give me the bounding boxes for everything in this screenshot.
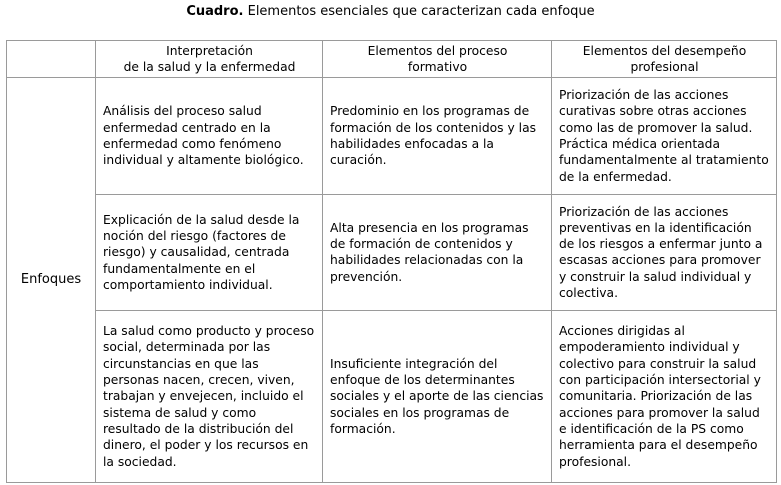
header-text: Elementos del proceso formativo (367, 43, 508, 75)
cell-text: Acciones dirigidas al empoderamiento individual y colectivo para construir la salud con participación intersectorial y comunitaria. Priorización de las acciones para promover la salud e identificación de la PS como herramienta para el desempeño profesional. (559, 324, 761, 469)
header-row (7, 41, 777, 78)
table-row (7, 311, 777, 483)
header-health-interpretation (96, 43, 322, 76)
header-text: Elementos del desempeño profesional (582, 43, 747, 75)
column-header (552, 41, 777, 78)
column-header (96, 41, 323, 78)
caption-title: Elementos esenciales que caracterizan cada enfoque (247, 4, 595, 19)
table-row (7, 78, 777, 194)
table-cell (96, 194, 323, 310)
table-cell (323, 311, 552, 483)
table-cell (96, 311, 323, 483)
table-cell (552, 194, 777, 310)
header-training-process (323, 43, 551, 76)
cell-text: La salud como producto y proceso social, determinada por las circunstancias en que las personas nacen, crecen, viven, trabajan y envejecen, incluido el sistema de salud y como resultado de la distribución del dinero, el poder y los recursos en la sociedad. (103, 324, 315, 469)
cell-text: Alta presencia en los programas de formación de contenidos y habilidades relacionadas con la prevención. (330, 220, 529, 284)
table-cell (323, 194, 552, 310)
table-cell (552, 78, 777, 194)
header-text: Interpretación de la salud y la enfermedad (123, 43, 296, 75)
table-cell (96, 78, 323, 194)
table-cell (323, 78, 552, 194)
header-professional-performance (552, 43, 776, 76)
column-header (323, 41, 552, 78)
row-label-enfoques: Enfoques (7, 78, 96, 483)
caption-label: Cuadro. (186, 4, 244, 19)
cell-text: Insuficiente integración del enfoque de los determinantes sociales y el aporte de las ciencias sociales en los programas de formación. (330, 356, 544, 436)
cell-text: Predominio en los programas de formación de los contenidos y las habilidades enfocadas a la curación. (330, 104, 537, 168)
corner-cell (7, 41, 96, 78)
cell-text: Priorización de las acciones preventivas en la identificación de los riesgos a enfermar junto a escasas acciones para promover y construir la salud individual y colectiva. (559, 204, 763, 300)
table-cell (552, 311, 777, 483)
cell-text: Análisis del proceso salud enfermedad centrado en la enfermedad como fenómeno individual y altamente biológico. (103, 104, 304, 168)
cell-text: Priorización de las acciones curativas sobre otras acciones como las de promover la salud. Práctica médica orientada fundamentalmente al tratamiento de la enfermedad. (559, 88, 769, 184)
cell-text: Explicación de la salud desde la noción del riesgo (factores de riesgo) y causalidad, centrada fundamentalmente en el comportamiento individual. (103, 212, 300, 292)
approaches-table (6, 40, 777, 483)
table-caption (0, 4, 781, 20)
table-row (7, 194, 777, 310)
